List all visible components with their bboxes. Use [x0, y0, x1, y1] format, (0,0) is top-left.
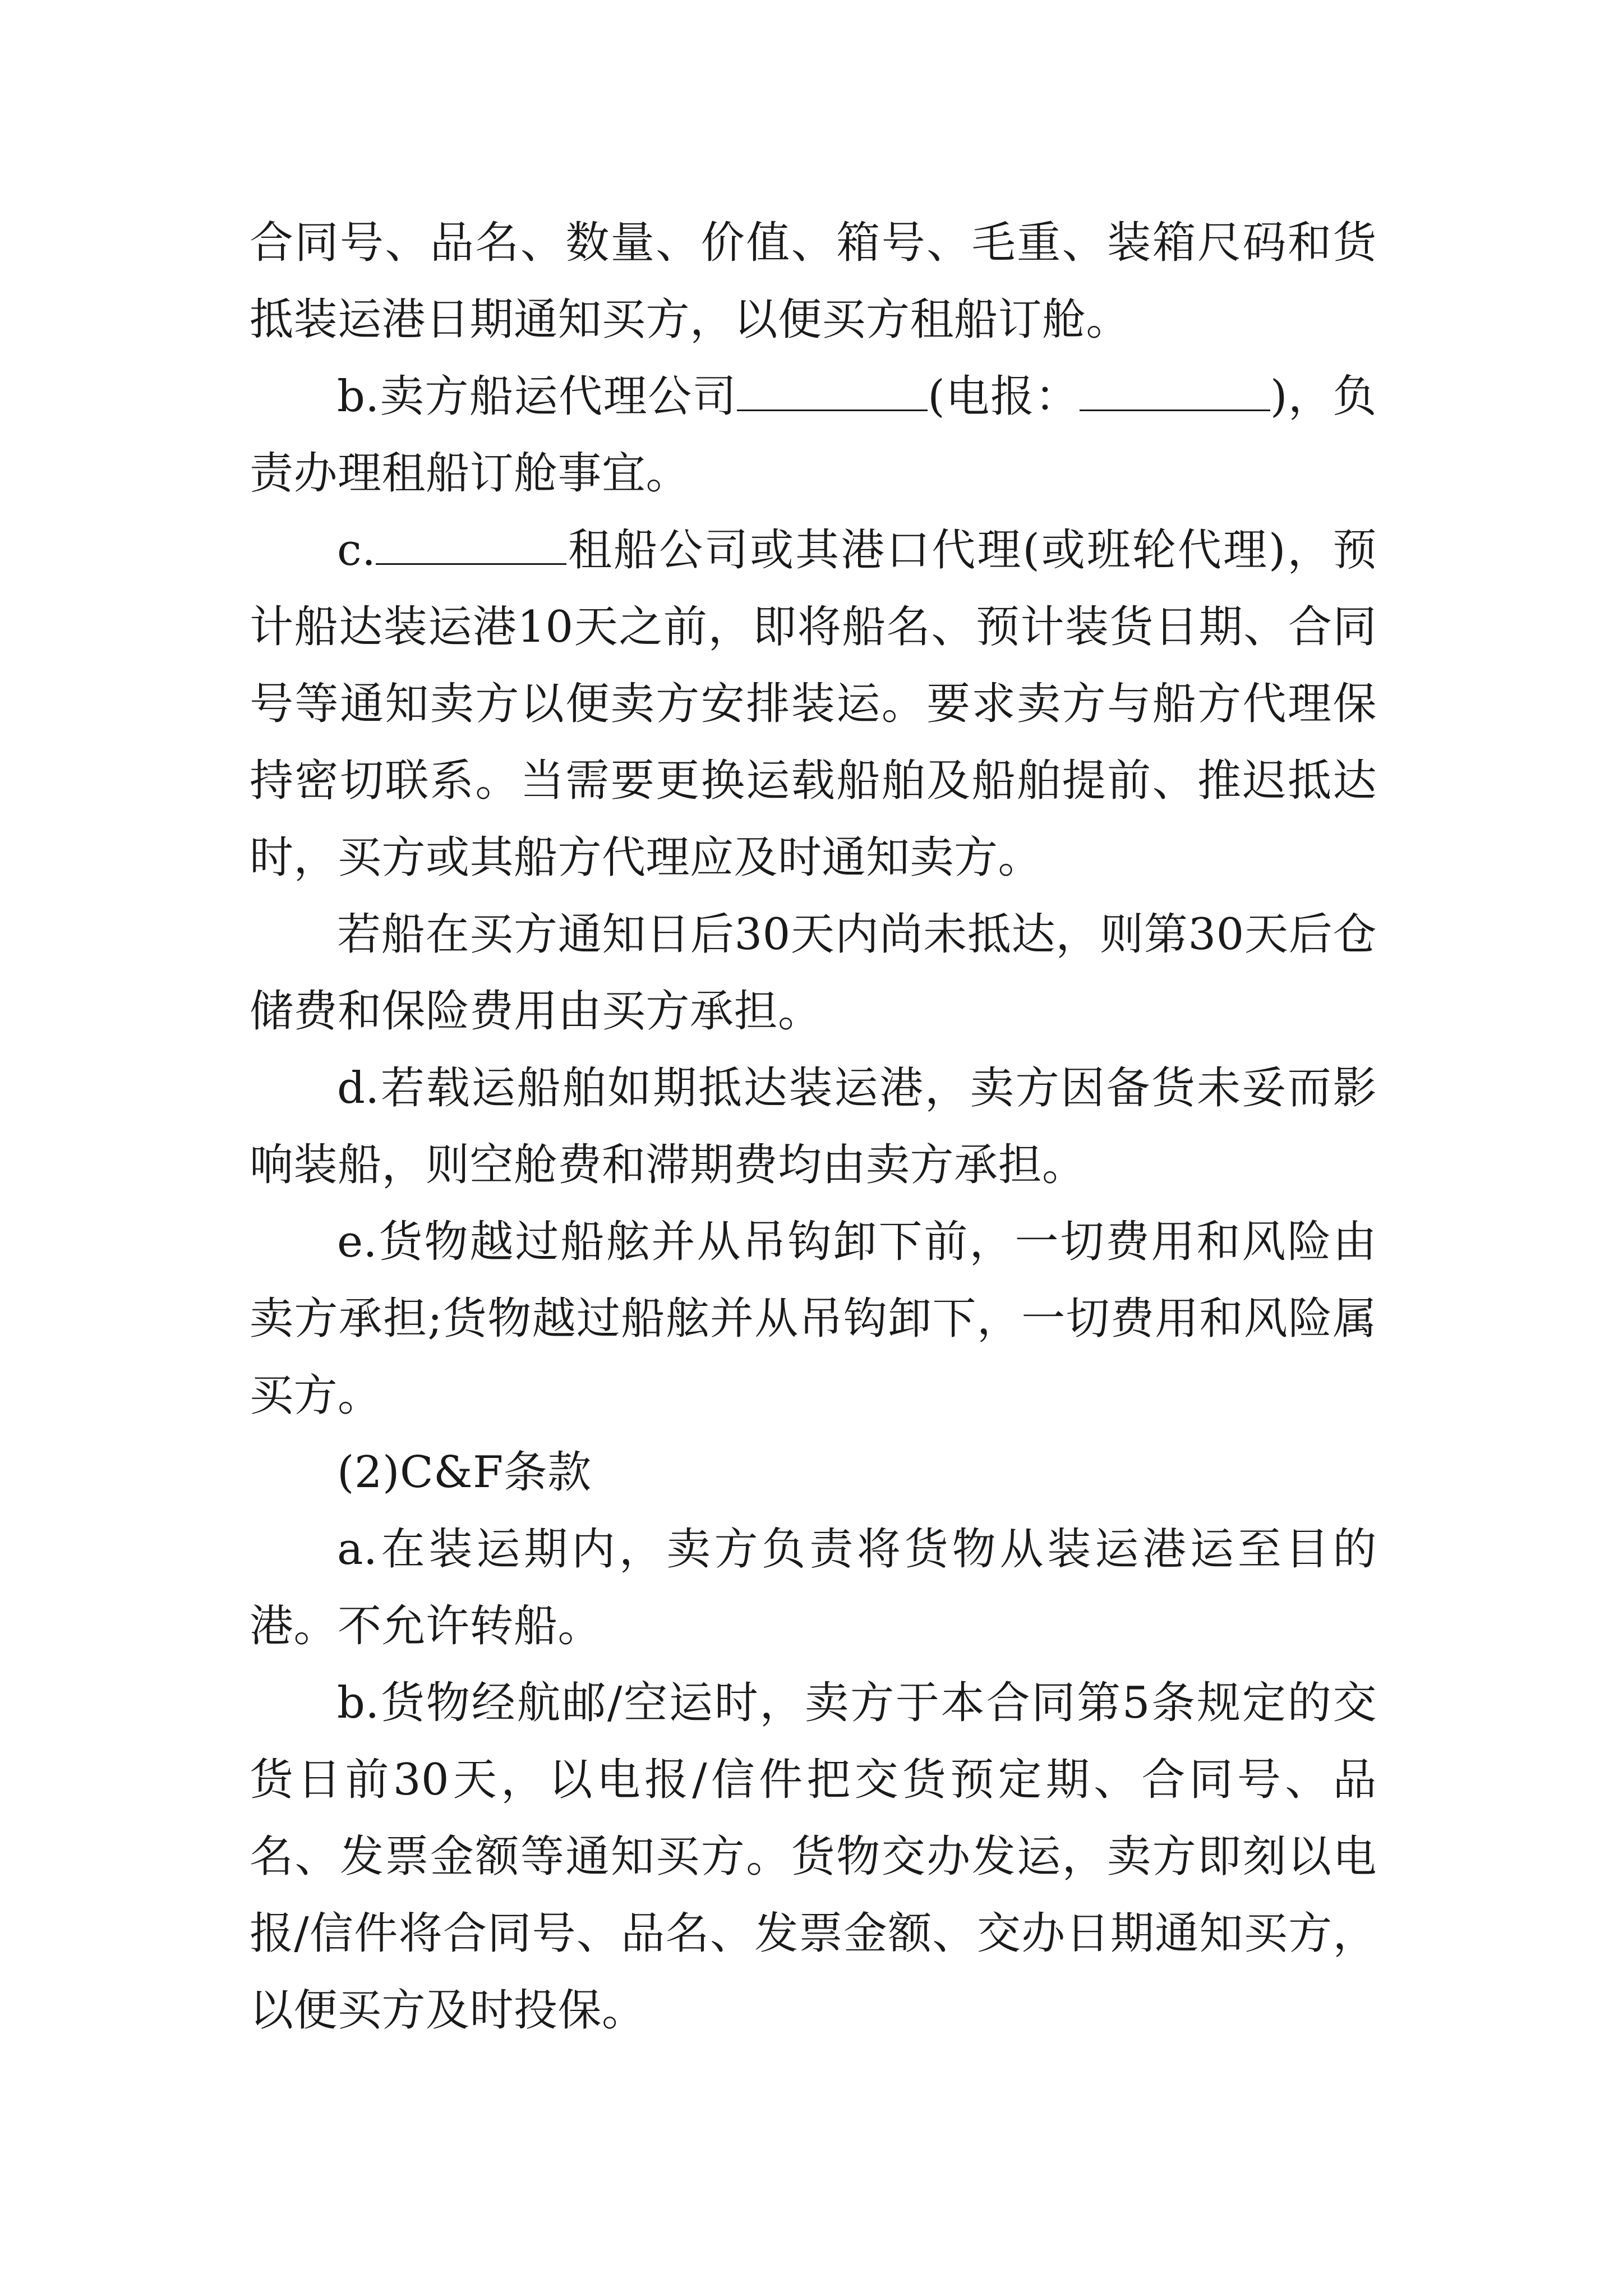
paragraph-b-shipping-agent: [250, 358, 1377, 512]
paragraph-cf-b-air-mail: b.货物经航邮/空运时，卖方于本合同第5条规定的交货日前30天，以电报/信件把交货预定期、合同号、品名、发票金额等通知买方。货物交办发运，卖方即刻以电报/信件将合同号、品名、发票金额、交办日期通知买方，以便买方及时投保。: [250, 1678, 1377, 2036]
text-segment: 租船公司或其港口代理(或班轮代理)，预计船达装运港10天之前，即将船名、预计装货日期、合同号等通知卖方以便卖方安排装运。要求卖方与船方代理保持密切联系。当需要更换运载船舶及船舶提前、推迟抵达时，买方或其船方代理应及时通知卖方。: [250, 525, 1377, 883]
paragraph-d-dead-freight: d.若载运船舶如期抵达装运港，卖方因备货未妥而影响装船，则空舱费和滞期费均由卖方承担。: [250, 1063, 1377, 1190]
document-body: [250, 205, 1377, 2049]
text-segment: c.: [337, 525, 376, 576]
blank-line-telegram: [1080, 370, 1270, 411]
section-heading-cf-terms: (2)C&F条款: [337, 1447, 592, 1498]
blank-line-agent-company: [737, 370, 928, 411]
paragraph-e-risk-transfer: e.货物越过船舷并从吊钩卸下前，一切费用和风险由卖方承担;货物越过船舷并从吊钩卸下，一切费用和风险属买方。: [250, 1217, 1377, 1421]
paragraph-cf-a-transport: a.在装运期内，卖方负责将货物从装运港运至目的港。不允许转船。: [250, 1524, 1377, 1651]
blank-line-charter-company: [376, 524, 566, 565]
paragraph-c-charter-company: [250, 512, 1377, 896]
paragraph-notice-continued: 合同号、品名、数量、价值、箱号、毛重、装箱尺码和货抵装运港日期通知买方，以便买方租船订舱。: [250, 218, 1377, 345]
paragraph-storage-fees: 若船在买方通知日后30天内尚未抵达，则第30天后仓储费和保险费用由买方承担。: [250, 909, 1377, 1037]
text-segment: )，负责办理租船订舱事宜。: [250, 371, 1377, 499]
text-segment: (电报：: [928, 371, 1080, 422]
text-segment: b.卖方船运代理公司: [337, 371, 737, 422]
